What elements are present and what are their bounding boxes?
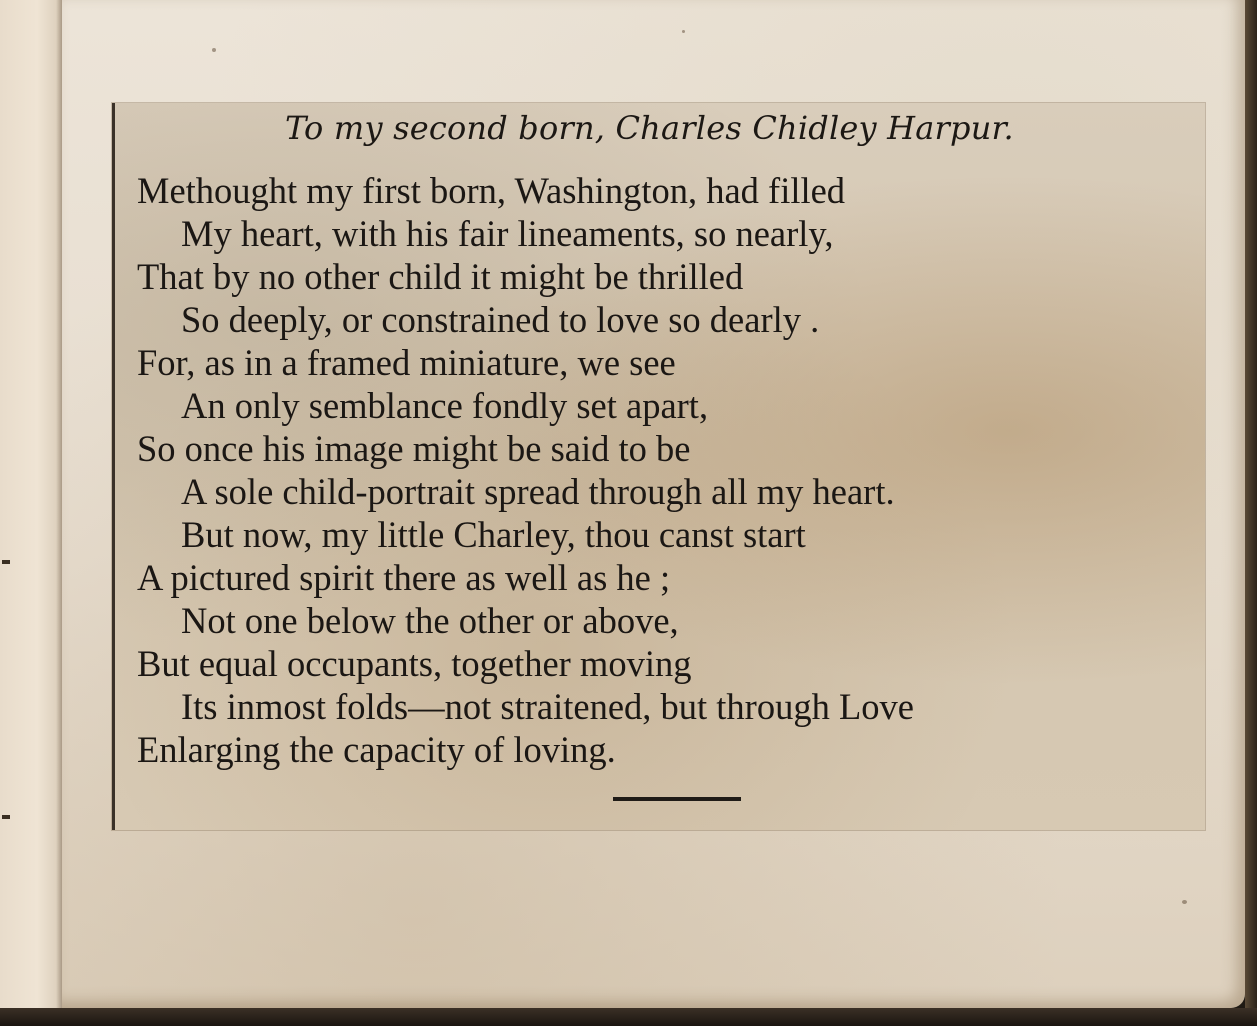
paper-speck	[1182, 900, 1187, 904]
poem-line: So deeply, or constrained to love so dearly .	[181, 299, 820, 340]
poem-line: A sole child-portrait spread through all my heart.	[181, 471, 895, 512]
album-page	[62, 0, 1245, 1008]
poem-line: So once his image might be said to be	[137, 428, 691, 469]
poem-line: But now, my little Charley, thou canst start	[181, 514, 806, 555]
poem-line: That by no other child it might be thrilled	[137, 256, 744, 297]
poem-line: An only semblance fondly set apart,	[181, 385, 709, 426]
end-rule	[613, 797, 741, 801]
poem-body	[137, 169, 914, 771]
page-mark	[2, 815, 10, 819]
poem-line: Not one below the other or above,	[181, 600, 679, 641]
newspaper-clipping	[112, 103, 1205, 830]
poem-line: Its inmost folds—not straitened, but through Love	[181, 686, 914, 727]
paper-speck	[682, 30, 685, 33]
poem-line: Enlarging the capacity of loving.	[137, 729, 616, 770]
book-spine-edge	[1245, 0, 1257, 1026]
page-mark	[2, 560, 10, 564]
poem-line: A pictured spirit there as well as he ;	[137, 557, 671, 598]
poem-line: For, as in a framed miniature, we see	[137, 342, 676, 383]
paper-speck	[212, 48, 216, 52]
poem-line: My heart, with his fair lineaments, so nearly,	[181, 213, 834, 254]
book-bottom-edge	[0, 1008, 1257, 1026]
left-page-edge	[0, 0, 62, 1026]
poem-line: But equal occupants, together moving	[137, 643, 692, 684]
poem-line: Methought my first born, Washington, had filled	[137, 170, 846, 211]
poem-title: To my second born, Charles Chidley Harpur.	[285, 109, 1014, 147]
